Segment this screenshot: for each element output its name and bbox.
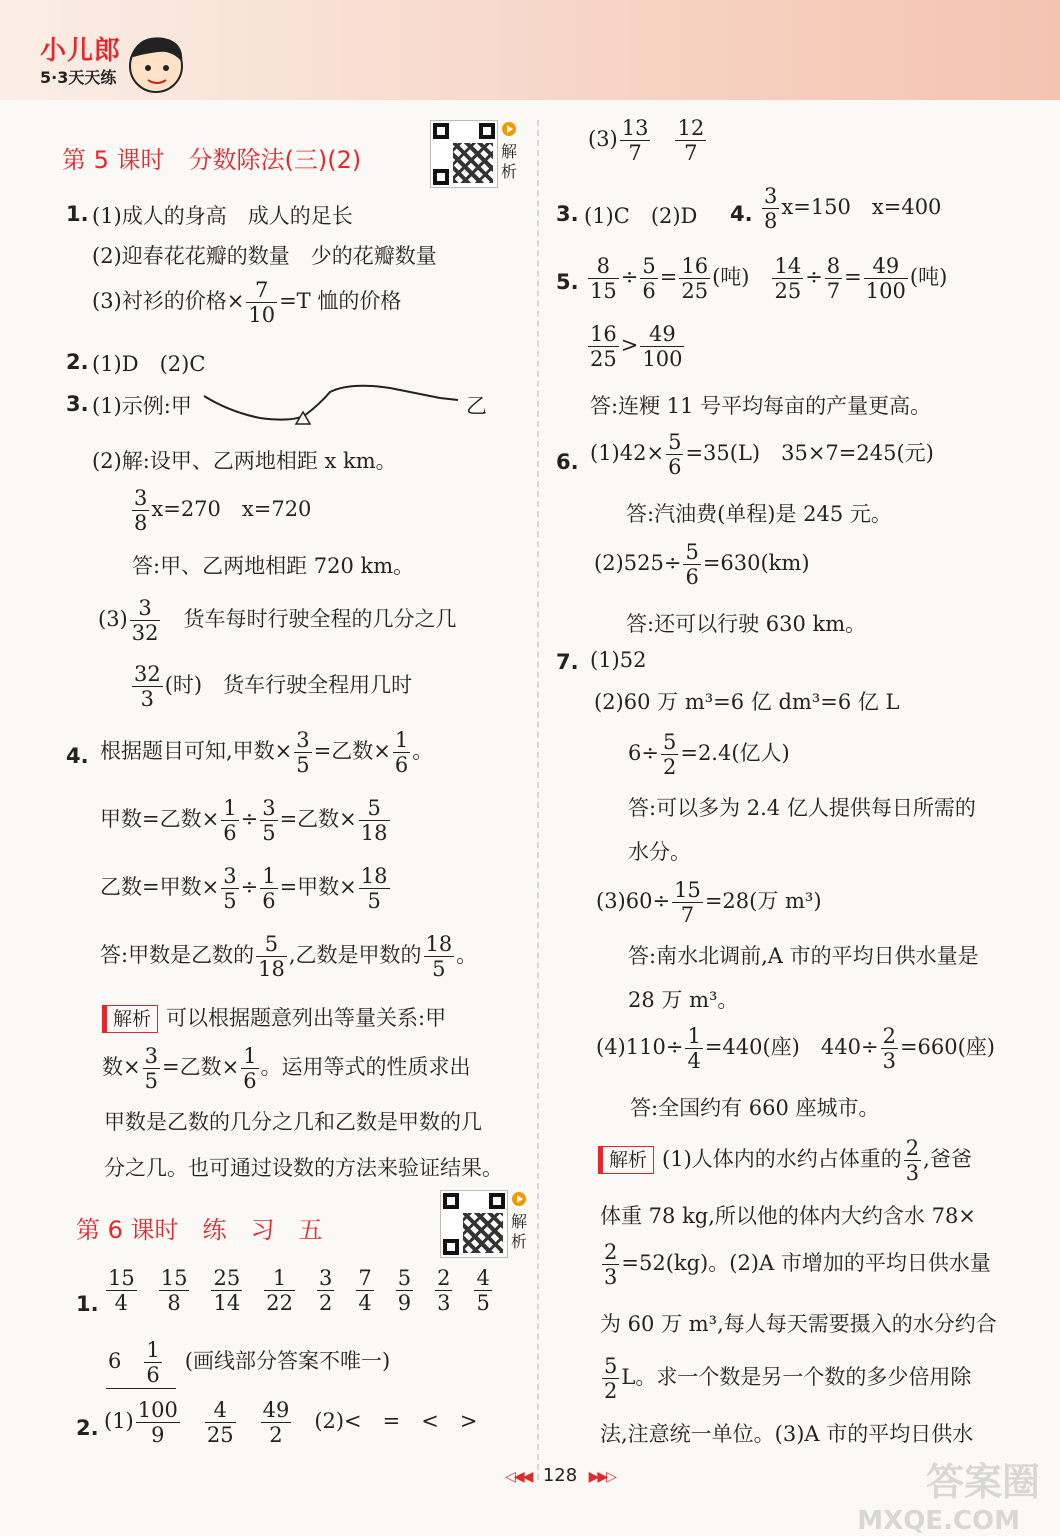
e1-fraction: $\frac{5}{9}$ — [397, 1266, 412, 1316]
play-icon[interactable] — [502, 122, 516, 136]
e1-fraction: $\frac{2}{3}$ — [437, 1266, 451, 1316]
r7-line8: 28 万 m³。 — [628, 988, 739, 1012]
analysis-left-line2: 数× $\frac{3}{5}$ =乙数× $\frac{1}{6}$ 。运用等式的性质求出 — [102, 1044, 471, 1094]
analysis-right-line2: 体重 78 kg,所以他的体内大约含水 78× — [600, 1204, 976, 1228]
q4-number: 4. — [66, 744, 89, 768]
r4-number: 4. — [730, 202, 753, 226]
r7-line10: 答:全国约有 660 座城市。 — [630, 1096, 880, 1120]
r5-answer: 答:连粳 11 号平均每亩的产量更高。 — [590, 394, 932, 418]
r5-line1: $\frac{8}{15}$ ÷ $\frac{5}{6}$ = $\frac{16}{25}$ (吨) $\frac{14}{25}$ ÷ $\frac{8}{7}$ = $\frac{49}{100}$ (吨) — [590, 254, 948, 304]
q4-answer: 答:甲数是乙数的 $\frac{5}{18}$ ,乙数是甲数的 $\frac{18}{5}$ 。 — [100, 932, 478, 982]
e1-fraction: $\frac{1}{22}$ — [266, 1266, 293, 1316]
e1-fraction: $\frac{3}{2}$ — [318, 1266, 333, 1316]
route-sketch — [200, 382, 462, 432]
prev-arrows-icon: ◁◀◀ — [505, 1469, 532, 1485]
r5-number: 5. — [556, 270, 579, 294]
e2-line: (1) $\frac{100}{9}$ $\frac{4}{25}$ $\frac{49}{2}$ (2)< = < > — [104, 1398, 478, 1448]
qr-label-2: 解析 — [510, 1212, 527, 1251]
qr-code-icon-2[interactable] — [440, 1190, 508, 1258]
brand-name: 小儿郎 — [40, 36, 122, 66]
analysis-left-line3: 甲数是乙数的几分之几和乙数是甲数的几 — [104, 1110, 482, 1134]
r7-number: 7. — [556, 650, 579, 674]
q2-number: 2. — [66, 350, 89, 374]
r6-line1: (1)42× $\frac{5}{6}$ =35(L) 35×7=245(元) — [590, 430, 934, 480]
r7-line5: 水分。 — [628, 840, 691, 864]
analysis-right-line4: 为 60 万 m³,每人每天需要摄入的水分约合 — [600, 1312, 997, 1336]
q3-line3: $\frac{3}{8}$ x=270 x=720 — [134, 486, 312, 536]
r3-text: (1)C (2)D — [584, 204, 698, 228]
r3-number: 3. — [556, 202, 579, 226]
q2-text: (1)D (2)C — [92, 352, 206, 376]
q3-number: 3. — [66, 392, 89, 416]
q1-line3: (3)衬衫的价格× $\frac{7}{10}$ =T 恤的价格 — [92, 278, 402, 328]
q4-line3: 乙数=甲数× $\frac{3}{5}$ ÷ $\frac{1}{6}$ =甲数× $\frac{18}{5}$ — [100, 864, 388, 914]
section-6-title: 第 6 课时 练 习 五 — [76, 1216, 323, 1244]
r7-line2: (2)60 万 m³=6 亿 dm³=6 亿 L — [594, 690, 900, 714]
r6-line3: (2)525÷ $\frac{5}{6}$ =630(km) — [594, 540, 810, 590]
brand-logo — [40, 30, 121, 88]
r7-line4: 答:可以多为 2.4 亿人提供每日所需的 — [628, 796, 976, 820]
analysis-tag-right: 解析 — [598, 1146, 654, 1174]
q3-end-label: 乙 — [466, 394, 487, 418]
e1-fraction-row — [104, 1266, 512, 1315]
e1-number: 1. — [76, 1292, 99, 1316]
r6-line2: 答:汽油费(单程)是 245 元。 — [626, 502, 892, 526]
r-line0: (3) $\frac{13}{7}$ $\frac{12}{7}$ — [588, 116, 705, 166]
q4-line1: 根据题目可知,甲数× $\frac{3}{5}$ =乙数× $\frac{1}{6}$ 。 — [100, 728, 434, 778]
watermark-url: MXQE.COM — [857, 1506, 1020, 1536]
e1-line2: 6 $\frac{1}{6}$ (画线部分答案不唯一) — [108, 1338, 391, 1388]
e1-fraction: $\frac{25}{14}$ — [213, 1266, 241, 1316]
analysis-right-line1: 解析 (1)人体内的水约占体重的 $\frac{2}{3}$ ,爸爸 — [598, 1136, 972, 1185]
r7-line3: 6÷ $\frac{5}{2}$ =2.4(亿人) — [628, 730, 790, 780]
e1-fraction: $\frac{15}{4}$ — [108, 1266, 135, 1316]
q3-line4: 答:甲、乙两地相距 720 km。 — [132, 554, 415, 578]
page-number: ◁◀◀ 128 ▶▶▷ — [505, 1465, 615, 1486]
play-icon-2[interactable] — [512, 1192, 526, 1206]
q1-line2: (2)迎春花花瓣的数量 少的花瓣数量 — [92, 244, 437, 268]
column-divider — [537, 120, 539, 1480]
r6-number: 6. — [556, 450, 579, 474]
section-5-title: 第 5 课时 分数除法(三)(2) — [62, 146, 362, 174]
e1-fraction: $\frac{4}{5}$ — [476, 1266, 490, 1316]
analysis-right-line5: $\frac{5}{2}$ L。求一个数是另一个数的多少倍用除 — [604, 1354, 972, 1404]
r7-line7: 答:南水北调前,A 市的平均日供水量是 — [628, 944, 979, 968]
r7-line1: (1)52 — [590, 648, 647, 672]
e1-fraction: $\frac{15}{8}$ — [160, 1266, 188, 1316]
q3-line1: (1)示例:甲 — [92, 394, 192, 418]
r4-text: $\frac{3}{8}$ x=150 x=400 — [764, 184, 942, 234]
r7-line6: (3)60÷ $\frac{15}{7}$ =28(万 m³) — [596, 878, 822, 928]
analysis-left-line1: 解析 可以根据题意列出等量关系:甲 — [102, 1002, 446, 1033]
r5-line2: $\frac{16}{25}$ > $\frac{49}{100}$ — [590, 322, 683, 372]
qr-label: 解析 — [500, 142, 517, 181]
q4-line2: 甲数=乙数× $\frac{1}{6}$ ÷ $\frac{3}{5}$ =乙数× $\frac{5}{18}$ — [100, 796, 388, 846]
q1-number: 1. — [66, 202, 89, 226]
q3-line6: $\frac{32}{3}$ (时) 货车行驶全程用几时 — [134, 662, 413, 712]
e1-fraction: $\frac{7}{4}$ — [358, 1266, 372, 1316]
series-name: 5·3天天练 — [40, 68, 117, 87]
analysis-left-line4: 分之几。也可通过设数的方法来验证结果。 — [104, 1156, 503, 1180]
analysis-tag: 解析 — [102, 1005, 158, 1033]
mascot-icon — [118, 28, 198, 98]
qr-code-icon[interactable] — [430, 120, 498, 188]
q1-line1: (1)成人的身高 成人的足长 — [92, 204, 353, 228]
e2-number: 2. — [76, 1416, 99, 1440]
next-arrows-icon: ▶▶▷ — [588, 1469, 615, 1485]
underline — [106, 1388, 176, 1389]
analysis-right-line3: $\frac{2}{3}$ =52(kg)。(2)A 市增加的平均日供水量 — [604, 1240, 991, 1290]
analysis-right-line6: 法,注意统一单位。(3)A 市的平均日供水 — [600, 1422, 974, 1446]
q3-line5: (3) $\frac{3}{32}$ 货车每时行驶全程的几分之几 — [98, 596, 457, 646]
watermark: 答案圈 — [925, 1460, 1040, 1504]
r7-line9: (4)110÷ $\frac{1}{4}$ =440(座) 440÷ $\frac{2}{3}$ =660(座) — [596, 1024, 996, 1074]
q3-line2: (2)解:设甲、乙两地相距 x km。 — [92, 449, 397, 473]
r6-line4: 答:还可以行驶 630 km。 — [626, 612, 867, 636]
